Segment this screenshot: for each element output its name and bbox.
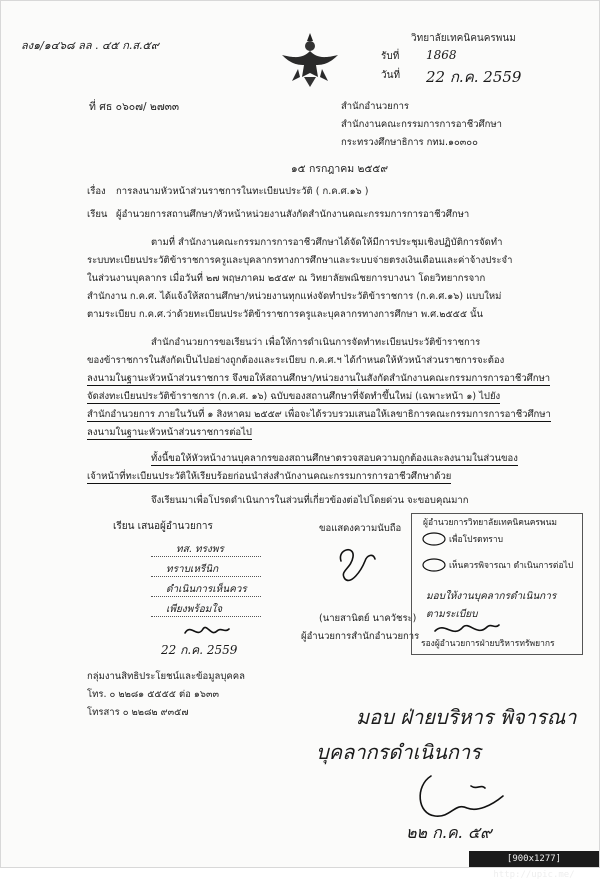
receipt-number: 1868	[426, 48, 457, 62]
sender-line-2: สำนักงานคณะกรรมการการอาชีวศึกษา	[341, 119, 502, 130]
receipt-date: 22 ก.ค. 2559	[426, 68, 522, 86]
para3-line-underlined: เจ้าหน้าที่ทะเบียนประวัติให้เรียบร้อยก่อนนำส่งสำนักงานคณะกรรมการการอาชีวศึกษาด้วย	[87, 471, 452, 482]
handwritten-registration-note: ลง๑/๑๔๖๘ ลล . ๔๕ ก.ส.๕๙	[21, 39, 159, 52]
routing-left-line: ดำเนินการเห็นควร	[166, 584, 247, 595]
circle-mark-icon	[421, 557, 447, 573]
regards-text: ขอแสดงความนับถือ	[319, 523, 402, 534]
receipt-number-label: รับที่	[381, 51, 400, 62]
garuda-emblem-icon	[276, 29, 344, 91]
para2-line: สำนักอำนวยการขอเรียนว่า เพื่อให้การดำเนินการจัดทำทะเบียนประวัติข้าราชการ	[151, 337, 481, 348]
routing-left-rule	[151, 576, 261, 577]
handwritten-date: ๒๒ ก.ค. ๕๙	[406, 823, 492, 842]
para2-line-underlined: ลงนามในฐานะหัวหน้าส่วนราชการ จึงขอให้สถานศึกษา/หน่วยงานในสังกัดสำนักงานคณะกรรมการการอาชีวศึกษา	[87, 373, 551, 384]
receipt-date-label: วันที่	[381, 70, 401, 81]
para1-line: ตามที่ สำนักงานคณะกรรมการการอาชีวศึกษาได้จัดให้มีการประชุมเชิงปฏิบัติการจัดทำ	[151, 237, 503, 248]
routing-right-signature-icon	[431, 617, 501, 641]
para1-line: ระบบทะเบียนประวัติข้าราชการครูและบุคลากรทางการศึกษาและระบบจ่ายตรงเงินเดือนและค่าจ้างประจำ	[87, 255, 513, 266]
image-host-watermark: [900x1277] http://upic.me/	[469, 851, 599, 867]
routing-option-2: เห็นควรพิจารณา ดำเนินการต่อไป	[449, 561, 574, 571]
routing-left-line: ทราบเหรีนิก	[166, 564, 219, 575]
closing-text: จึงเรียนมาเพื่อโปรดดำเนินการในส่วนที่เกี่ยวข้องต่อไปโดยด่วน จะขอบคุณมาก	[151, 495, 469, 506]
routing-right-title: ผู้อำนวยการวิทยาลัยเทคนิคนครพนม	[423, 518, 557, 528]
receipt-stamp-org: วิทยาลัยเทคนิคนครพนม	[411, 33, 516, 44]
para2-line-underlined: จัดส่งทะเบียนประวัติข้าราชการ (ก.ค.ศ. ๑๖) ฉบับของสถานศึกษาที่จัดทำขึ้นใหม่ (เฉพาะหน้า ๑) ไปยัง	[87, 391, 501, 402]
routing-right-footer: รองผู้อำนวยการฝ่ายบริหารทรัพยากร	[421, 639, 555, 649]
contact-phone: โทร. ๐ ๒๒๘๑ ๕๕๕๕ ต่อ ๑๖๓๓	[87, 689, 219, 700]
routing-left-line: ทส. ทรงพร	[176, 544, 224, 555]
routing-right-note: ตามระเบียบ	[426, 609, 478, 620]
handwritten-instruction-1: มอบ ฝ่ายบริหาร พิจารณา	[356, 705, 577, 729]
routing-left-date: 22 ก.ค. 2559	[161, 643, 238, 657]
reference-number: ที่ ศธ ๐๖๐๗/ ๒๗๓๓	[89, 101, 180, 113]
para3-line-underlined: ทั้งนี้ขอให้หัวหน้างานบุคลากรของสถานศึกษาตรวจสอบความถูกต้องและลงนามในส่วนของ	[151, 453, 518, 464]
sender-line-3: กระทรวงศึกษาธิการ กทม.๑๐๓๐๐	[341, 137, 478, 148]
para2-line-underlined: ลงนามในฐานะหัวหน้าส่วนราชการต่อไป	[87, 427, 252, 438]
signer-name: (นายสานิตย์ นาควัชระ)	[319, 613, 417, 624]
signer-position: ผู้อำนวยการสำนักอำนวยการ	[301, 631, 420, 642]
director-signature-icon	[331, 541, 381, 586]
para1-line: ตามระเบียบ ก.ค.ศ.ว่าด้วยทะเบียนประวัติข้าราชการครูและบุคลากรทางการศึกษา พ.ศ.๒๕๕๕ นั้น	[87, 309, 484, 320]
routing-left-rule	[151, 616, 261, 617]
routing-left-line: เพียงพร้อมใจ	[166, 604, 223, 615]
contact-fax: โทรสาร ๐ ๒๒๘๒ ๙๓๕๗	[87, 707, 189, 718]
para2-line-underlined: สำนักอำนวยการ ภายในวันที่ ๑ สิงหาคม ๒๕๕๙ เพื่อจะได้รวบรวมเสนอให้เลขาธิการคณะกรรมการการอาชีวศึกษา	[87, 409, 551, 420]
routing-left-title: เรียน เสนอผู้อำนวยการ	[113, 521, 213, 532]
routing-option-1: เพื่อโปรดทราบ	[449, 535, 503, 545]
para1-line: ในส่วนงานบุคลากร เมื่อวันที่ ๒๗ พฤษภาคม ๒๕๕๙ ณ วิทยาลัยพณิชยการบางนา โดยวิทยากรจาก	[87, 273, 486, 284]
routing-left-rule	[151, 596, 261, 597]
subject-text: การลงนามหัวหน้าส่วนราชการในทะเบียนประวัติ ( ก.ค.ศ.๑๖ )	[116, 186, 369, 197]
handwritten-instruction-2: บุคลากรดำเนินการ	[316, 740, 481, 764]
para1-line: สำนักงาน ก.ค.ศ. ได้แจ้งให้สถานศึกษา/หน่วยงานทุกแห่งจัดทำประวัติข้าราชการ (ก.ค.ศ.๑๖) แบบใหม่	[87, 291, 502, 302]
subject-label: เรื่อง	[87, 186, 106, 197]
contact-unit: กลุ่มงานสิทธิประโยชน์และข้อมูลบุคคล	[87, 671, 245, 682]
circle-mark-icon	[421, 531, 447, 547]
recipient-text: ผู้อำนวยการสถานศึกษา/หัวหน้าหน่วยงานสังกัดสำนักงานคณะกรรมการการอาชีวศึกษา	[116, 209, 470, 220]
sender-line-1: สำนักอำนวยการ	[341, 101, 410, 112]
bottom-signature-icon	[411, 766, 521, 826]
routing-right-note: มอบให้งานบุคลากรดำเนินการ	[426, 591, 557, 602]
recipient-label: เรียน	[87, 209, 108, 220]
routing-left-rule	[151, 556, 261, 557]
routing-left-signature-icon	[181, 621, 231, 641]
letter-date: ๑๕ กรกฎาคม ๒๕๕๙	[291, 163, 389, 175]
para2-line: ของข้าราชการในสังกัดเป็นไปอย่างถูกต้องและระเบียบ ก.ค.ศ.ฯ ได้กำหนดให้หัวหน้าส่วนราชการจะต้อง	[87, 355, 505, 366]
